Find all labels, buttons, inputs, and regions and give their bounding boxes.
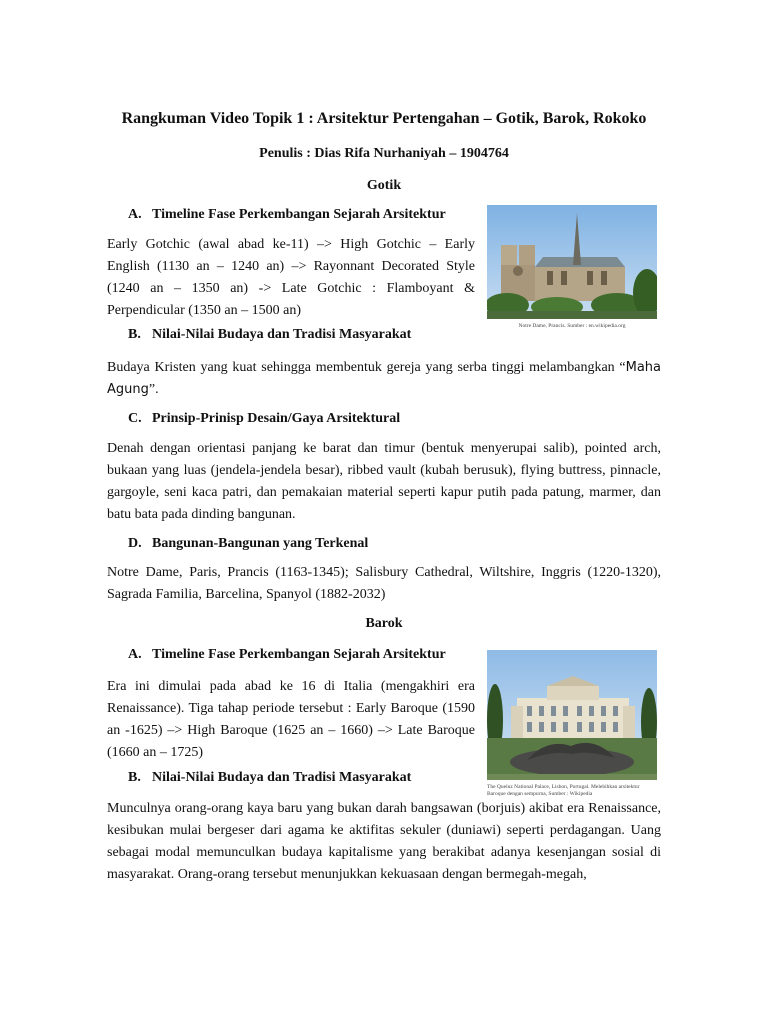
heading-letter: D. xyxy=(128,536,142,551)
heading-barok-a xyxy=(128,647,446,663)
paragraph-text: Budaya Kristen yang kuat sehingga membentuk gereja yang serba tinggi melambangkan “ xyxy=(107,360,626,375)
figure-queluz-palace xyxy=(487,650,657,798)
heading-letter: A. xyxy=(128,207,142,222)
paragraph-gotik-timeline: Early Gotchic (awal abad ke-11) –> High Gotchic – Early English (1130 an – 1240 an) –> Rayonnant Decorated Style (1240 an – 1350 an) -> Late Gotchic : Flamboyant & Perpendicular (1350 an – 1500 an) xyxy=(107,237,475,318)
heading-letter: B. xyxy=(128,327,141,342)
heading-barok-b xyxy=(128,770,411,786)
paragraph-barok-timeline: Era ini dimulai pada abad ke 16 di Italia (mengakhiri era Renaissance). Tiga tahap periode tersebut : Early Baroque (1590 an -1625) –> High Baroque (1625 an – 1660) –> Late Baroque (1660 an – 1725) xyxy=(107,679,475,760)
heading-gotik-d xyxy=(128,536,368,552)
queluz-palace-image xyxy=(487,650,657,780)
heading-text: Nilai-Nilai Budaya dan Tradisi Masyarakat xyxy=(152,770,412,785)
figure-caption-queluz: The Queluz National Palace, Lisbon, Portugal. Melebihkan arsitektur Baroque dengan sempurna, Sumber : Wikipedia xyxy=(487,784,640,797)
heading-text: Nilai-Nilai Budaya dan Tradisi Masyarakat xyxy=(152,327,412,342)
heading-letter: A. xyxy=(128,647,142,662)
heading-text: Bangunan-Bangunan yang Terkenal xyxy=(152,536,369,551)
figure-notre-dame xyxy=(487,205,657,330)
heading-gotik-a xyxy=(128,207,446,223)
heading-letter: B. xyxy=(128,770,141,785)
section-title-barok: Barok xyxy=(365,616,403,631)
section-title-gotik: Gotik xyxy=(366,178,402,193)
heading-gotik-b xyxy=(128,327,411,343)
heading-text: Timeline Fase Perkembangan Sejarah Arsitektur xyxy=(152,207,446,222)
author-line: Penulis : Dias Rifa Nurhaniyah – 1904764 xyxy=(259,146,509,161)
document-title: Rangkuman Video Topik 1 : Arsitektur Pertengahan – Gotik, Barok, Rokoko xyxy=(121,110,647,127)
heading-letter: C. xyxy=(128,411,142,426)
heading-gotik-c xyxy=(128,411,400,427)
notre-dame-image xyxy=(487,205,657,319)
paragraph-barok-budaya: Munculnya orang-orang kaya baru yang bukan darah bangsawan (borjuis) akibat era Renaissance, kesibukan mulai bergeser dari agama ke aktifitas sekuler (duniawi) seperti perdagangan. Uang sebagai modal memunculkan budaya kapitalisme yang berakibat adanya kesenjangan sosial di masyarakat. Orang-orang tersebut menunjukkan kekuasaan dengan bermegah-megah, xyxy=(107,801,661,882)
figure-caption-notre-dame: Notre Dame, Prancis. Sumber : en.wikipedia.org xyxy=(518,323,626,329)
paragraph-gotik-budaya xyxy=(107,357,661,401)
heading-text: Timeline Fase Perkembangan Sejarah Arsitektur xyxy=(152,647,446,662)
heading-text: Prinsip-Prinisp Desain/Gaya Arsitektural xyxy=(152,411,401,426)
paragraph-gotik-prinsip: Denah dengan orientasi panjang ke barat dan timur (bentuk menyerupai salib), pointed arch, bukaan yang luas (jendela-jendela besar), ribbed vault (kubah berusuk), flying buttress, pinnacle, gargoyle, seni kaca patri, dan pemakaian material seperti kapur putih pada patung, marmer, dan batu bata pada dinding bangunan. xyxy=(107,441,661,522)
quoted-phrase: Maha Agung xyxy=(107,360,661,397)
paragraph-gotik-bangunan: Notre Dame, Paris, Prancis (1163-1345); Salisbury Cathedral, Wiltshire, Inggris (1220-1320), Sagrada Familia, Barcelina, Spanyol (1882-2032) xyxy=(107,565,661,602)
paragraph-text-end: ”. xyxy=(148,382,159,397)
